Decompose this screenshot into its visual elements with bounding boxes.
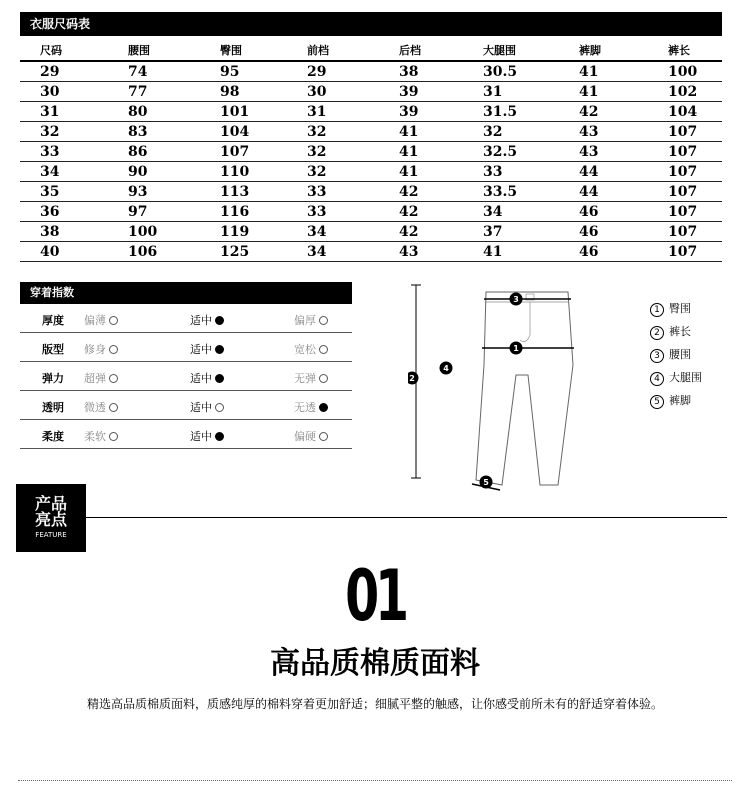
size-row [20, 242, 722, 262]
legend-number-icon: 3 [650, 349, 664, 363]
legend-label: 臀围 [669, 302, 691, 315]
feature-badge [16, 484, 86, 552]
wear-index-table [20, 304, 352, 449]
size-cell: 101 [220, 104, 250, 120]
marker-2 [408, 372, 419, 385]
wear-option [84, 341, 118, 357]
wear-label: 透明 [42, 401, 64, 414]
wear-option [190, 428, 224, 444]
size-header-cell: 裤脚 [579, 44, 601, 57]
size-cell: 98 [220, 84, 240, 100]
legend-item [650, 323, 702, 346]
size-cell: 29 [40, 64, 60, 80]
marker-1 [510, 342, 523, 355]
size-table-header-row [20, 36, 722, 62]
empty-dot-icon [109, 432, 118, 441]
wear-option-label: 适中 [190, 314, 212, 327]
size-row [20, 182, 722, 202]
wear-option [294, 370, 328, 386]
empty-dot-icon [109, 316, 118, 325]
size-cell: 113 [220, 184, 250, 200]
size-header-cell: 大腿围 [483, 44, 516, 57]
feature-badge-line1: 产品 [34, 494, 67, 513]
size-cell: 43 [579, 124, 599, 140]
wear-option [294, 399, 328, 415]
size-row [20, 102, 722, 122]
size-cell: 119 [220, 224, 250, 240]
size-cell: 95 [220, 64, 240, 80]
size-cell: 107 [220, 144, 250, 160]
wear-option [190, 341, 224, 357]
size-cell: 39 [399, 104, 419, 120]
legend-number-icon: 1 [650, 303, 664, 317]
selected-dot-icon [319, 403, 328, 412]
wear-label: 版型 [42, 343, 64, 356]
wear-option-label: 柔软 [84, 430, 106, 443]
wear-option-label: 偏厚 [294, 314, 316, 327]
size-cell: 93 [128, 184, 148, 200]
empty-dot-icon [215, 403, 224, 412]
size-cell: 83 [128, 124, 148, 140]
legend-label: 腰围 [669, 348, 691, 361]
size-cell: 41 [579, 64, 599, 80]
size-cell: 39 [399, 84, 419, 100]
svg-text:5: 5 [483, 478, 489, 487]
size-cell: 46 [579, 204, 599, 220]
size-header-cell: 臀围 [220, 44, 242, 57]
legend-number-icon: 5 [650, 395, 664, 409]
svg-text:4: 4 [443, 364, 449, 373]
wear-label: 弹力 [42, 372, 64, 385]
size-cell: 46 [579, 224, 599, 240]
selected-dot-icon [215, 374, 224, 383]
wear-option [294, 312, 328, 328]
pants-diagram [408, 280, 598, 495]
size-header-cell: 腰围 [128, 44, 150, 57]
svg-text:3: 3 [513, 295, 519, 304]
size-cell: 97 [128, 204, 148, 220]
size-cell: 74 [128, 64, 148, 80]
wear-row [20, 391, 352, 420]
size-row [20, 162, 722, 182]
size-row [20, 82, 722, 102]
size-cell: 34 [40, 164, 60, 180]
size-cell: 31 [307, 104, 327, 120]
size-cell: 110 [220, 164, 250, 180]
wear-option [84, 399, 118, 415]
size-cell: 107 [668, 204, 698, 220]
legend-item [650, 346, 702, 369]
wear-option-label: 适中 [190, 343, 212, 356]
empty-dot-icon [319, 345, 328, 354]
dotted-divider [18, 780, 732, 781]
size-cell: 30 [40, 84, 60, 100]
wear-option [84, 312, 118, 328]
size-cell: 100 [128, 224, 158, 240]
size-cell: 107 [668, 224, 698, 240]
size-cell: 38 [40, 224, 60, 240]
size-cell: 107 [668, 144, 698, 160]
empty-dot-icon [109, 345, 118, 354]
size-header-cell: 尺码 [40, 44, 62, 57]
wear-option-label: 适中 [190, 401, 212, 414]
size-cell: 34 [483, 204, 503, 220]
size-cell: 107 [668, 184, 698, 200]
size-cell: 107 [668, 124, 698, 140]
wear-row [20, 333, 352, 362]
legend-label: 大腿围 [669, 371, 702, 384]
svg-text:1: 1 [513, 344, 519, 353]
size-cell: 32 [307, 124, 327, 140]
size-cell: 32 [483, 124, 503, 140]
legend-label: 裤长 [669, 325, 691, 338]
empty-dot-icon [319, 432, 328, 441]
size-cell: 43 [399, 244, 419, 260]
size-cell: 41 [579, 84, 599, 100]
wear-option-label: 修身 [84, 343, 106, 356]
size-cell: 80 [128, 104, 148, 120]
legend-number-icon: 2 [650, 326, 664, 340]
size-cell: 41 [399, 124, 419, 140]
size-cell: 100 [668, 64, 698, 80]
size-cell: 86 [128, 144, 148, 160]
size-cell: 41 [399, 164, 419, 180]
size-header-cell: 裤长 [668, 44, 690, 57]
selected-dot-icon [215, 432, 224, 441]
size-row [20, 62, 722, 82]
wear-option [294, 341, 328, 357]
size-cell: 29 [307, 64, 327, 80]
wear-row [20, 362, 352, 391]
legend-item [650, 369, 702, 392]
size-cell: 33 [483, 164, 503, 180]
empty-dot-icon [319, 316, 328, 325]
empty-dot-icon [109, 403, 118, 412]
legend-number-icon: 4 [650, 372, 664, 386]
wear-label: 厚度 [42, 314, 64, 327]
size-row [20, 122, 722, 142]
size-cell: 33 [40, 144, 60, 160]
size-row [20, 142, 722, 162]
size-cell: 31.5 [483, 104, 518, 120]
size-cell: 35 [40, 184, 60, 200]
empty-dot-icon [319, 374, 328, 383]
wear-option-label: 无透 [294, 401, 316, 414]
wear-option-label: 超弹 [84, 372, 106, 385]
size-cell: 44 [579, 184, 599, 200]
size-cell: 34 [307, 244, 327, 260]
feature-badge-line2: 亮点 [34, 510, 67, 529]
wear-option-label: 微透 [84, 401, 106, 414]
size-cell: 38 [399, 64, 419, 80]
wear-option [190, 312, 224, 328]
feature-number: 01 [345, 555, 405, 637]
size-cell: 41 [399, 144, 419, 160]
wear-option [190, 370, 224, 386]
marker-3 [510, 293, 523, 306]
wear-option-label: 适中 [190, 430, 212, 443]
wear-option-label: 偏硬 [294, 430, 316, 443]
size-cell: 33 [307, 184, 327, 200]
size-cell: 34 [307, 224, 327, 240]
wear-option-label: 偏薄 [84, 314, 106, 327]
legend-item [650, 300, 702, 323]
size-cell: 32.5 [483, 144, 518, 160]
size-cell: 37 [483, 224, 503, 240]
wear-option [84, 370, 118, 386]
size-cell: 33 [307, 204, 327, 220]
size-cell: 42 [399, 184, 419, 200]
size-row [20, 202, 722, 222]
feature-title: 高品质棉质面料 [270, 646, 480, 681]
size-cell: 102 [668, 84, 698, 100]
size-cell: 104 [220, 124, 250, 140]
wear-option-label: 适中 [190, 372, 212, 385]
size-cell: 44 [579, 164, 599, 180]
size-header-cell: 前档 [307, 44, 329, 57]
size-cell: 41 [483, 244, 503, 260]
size-cell: 77 [128, 84, 148, 100]
size-cell: 36 [40, 204, 60, 220]
feature-divider [86, 517, 727, 518]
svg-text:2: 2 [409, 374, 415, 383]
wear-option-label: 宽松 [294, 343, 316, 356]
size-cell: 32 [307, 144, 327, 160]
measurement-legend [650, 300, 702, 415]
wear-row [20, 304, 352, 333]
size-cell: 116 [220, 204, 250, 220]
size-cell: 46 [579, 244, 599, 260]
size-table [20, 36, 722, 262]
size-row [20, 222, 722, 242]
wear-row [20, 420, 352, 449]
size-cell: 40 [40, 244, 60, 260]
size-cell: 42 [579, 104, 599, 120]
size-cell: 43 [579, 144, 599, 160]
wear-option [190, 399, 224, 415]
marker-5 [480, 476, 493, 489]
marker-4 [440, 362, 453, 375]
size-cell: 104 [668, 104, 698, 120]
size-cell: 42 [399, 224, 419, 240]
selected-dot-icon [215, 316, 224, 325]
pants-outline [476, 292, 573, 485]
legend-item [650, 392, 702, 415]
size-cell: 30 [307, 84, 327, 100]
legend-label: 裤脚 [669, 394, 691, 407]
size-cell: 42 [399, 204, 419, 220]
wear-option-label: 无弹 [294, 372, 316, 385]
size-cell: 106 [128, 244, 158, 260]
feature-description: 精选高品质棉质面料，质感纯厚的棉料穿着更加舒适；细腻平整的触感，让你感受前所未有的舒适穿着体验。 [86, 697, 663, 711]
wear-option [84, 428, 118, 444]
selected-dot-icon [215, 345, 224, 354]
size-cell: 107 [668, 244, 698, 260]
wear-option [294, 428, 328, 444]
size-cell: 33.5 [483, 184, 518, 200]
empty-dot-icon [109, 374, 118, 383]
size-cell: 30.5 [483, 64, 518, 80]
feature-badge-en: FEATURE [35, 531, 67, 539]
size-cell: 32 [40, 124, 60, 140]
size-header-cell: 后档 [399, 44, 421, 57]
size-cell: 125 [220, 244, 250, 260]
size-cell: 31 [40, 104, 60, 120]
size-cell: 107 [668, 164, 698, 180]
wear-label: 柔度 [42, 430, 64, 443]
size-cell: 31 [483, 84, 503, 100]
size-table-title: 衣服尺码表 [20, 12, 722, 36]
wear-index-title: 穿着指数 [20, 282, 352, 304]
size-cell: 32 [307, 164, 327, 180]
size-cell: 90 [128, 164, 148, 180]
